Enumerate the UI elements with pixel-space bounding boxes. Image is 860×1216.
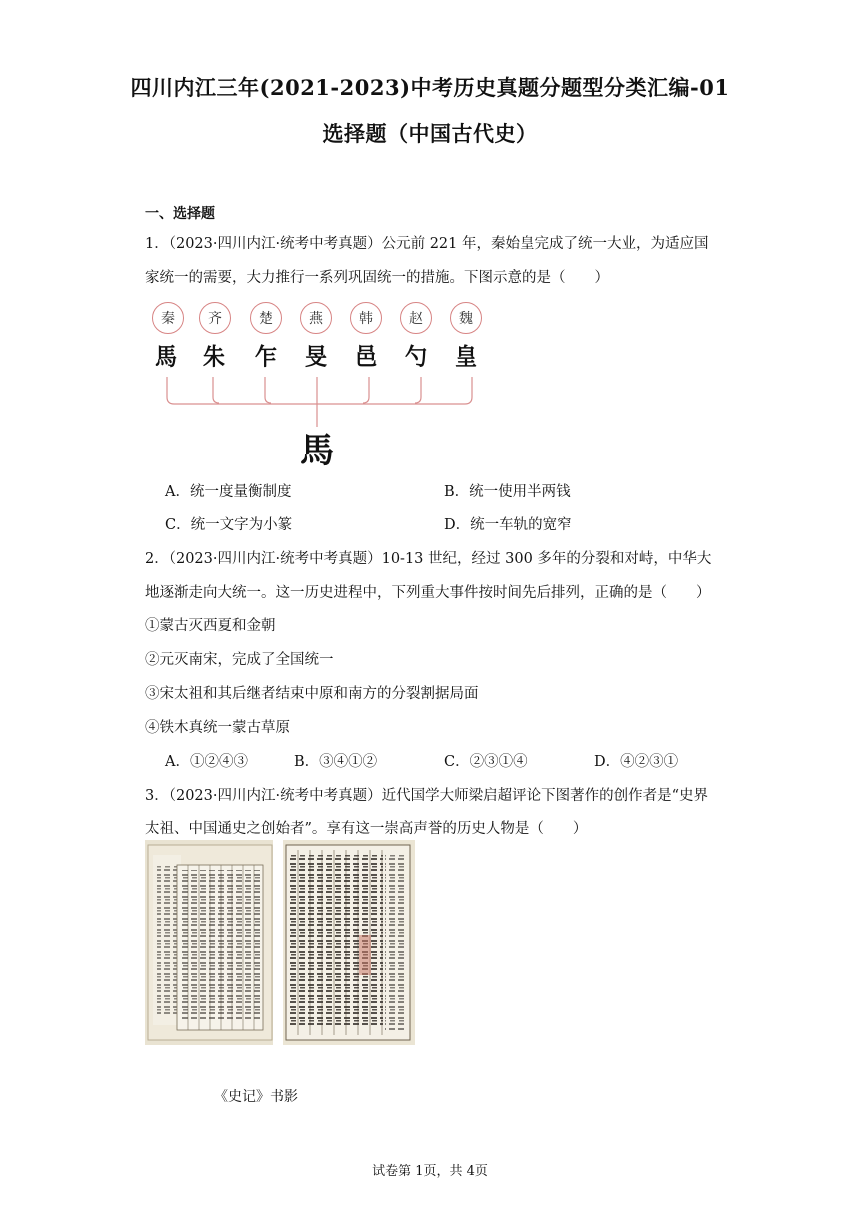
seal-han: 韩 bbox=[350, 302, 382, 334]
q2-option-c[interactable]: C．②③①④ bbox=[444, 754, 528, 770]
document-title-line2: 选择题（中国古代史） bbox=[322, 121, 538, 146]
q2-option-b[interactable]: B．③④①② bbox=[294, 754, 378, 770]
q2-option-d[interactable]: D．④②③① bbox=[594, 754, 679, 770]
document-title-line1: 四川内江三年(2021-2023)中考历史真题分题型分类汇编-01 bbox=[130, 75, 730, 100]
glyph-qin: 馬 bbox=[155, 343, 178, 371]
seal-wei: 魏 bbox=[450, 302, 482, 334]
glyph-wei: 皇 bbox=[455, 343, 478, 371]
glyph-qi: 朱 bbox=[203, 343, 226, 371]
glyph-unified-small-seal: 馬 bbox=[300, 431, 334, 471]
q1-option-b[interactable]: B．统一使用半两钱 bbox=[444, 484, 571, 500]
q2-item-2: ②元灭南宋，完成了全国统一 bbox=[145, 652, 334, 668]
q1-option-d[interactable]: D．统一车轨的宽窄 bbox=[444, 517, 572, 533]
page-footer: 试卷第 1页，共 4页 bbox=[372, 1164, 488, 1179]
glyph-chu: 乍 bbox=[255, 343, 278, 371]
glyph-yan: 旻 bbox=[305, 343, 328, 371]
q3-stem-line2: 太祖、中国通史之创始者”。享有这一崇高声誉的历史人物是（ ） bbox=[145, 821, 588, 837]
seal-qi: 齐 bbox=[199, 302, 231, 334]
seal-zhao: 赵 bbox=[400, 302, 432, 334]
q1-option-a[interactable]: A．统一度量衡制度 bbox=[165, 484, 292, 500]
q2-item-4: ④铁木真统一蒙古草原 bbox=[145, 720, 290, 736]
glyph-zhao: 勺 bbox=[405, 343, 428, 371]
q1-stem-line2: 家统一的需要，大力推行一系列巩固统一的措施。下图示意的是（ ） bbox=[145, 270, 609, 286]
q2-item-1: ①蒙古灭西夏和金朝 bbox=[145, 618, 276, 634]
section-heading: 一、选择题 bbox=[145, 206, 215, 222]
book-caption: 《史记》书影 bbox=[214, 1089, 298, 1105]
q2-item-3: ③宋太祖和其后继者结束中原和南方的分裂割据局面 bbox=[145, 686, 479, 702]
q1-stem-line1: 1．（2023·四川内江·统考中考真题）公元前 221 年，秦始皇完成了统一大业，为适应国 bbox=[145, 236, 709, 252]
glyph-han: 邑 bbox=[355, 343, 378, 371]
seal-yan: 燕 bbox=[300, 302, 332, 334]
q1-option-c[interactable]: C．统一文字为小篆 bbox=[165, 517, 293, 533]
q1-script-figure bbox=[145, 297, 505, 471]
book-pages-illustration bbox=[145, 840, 415, 1045]
shiji-book-image bbox=[145, 840, 415, 1045]
q2-stem-line2: 地逐渐走向大统一。这一历史进程中，下列重大事件按时间先后排列，正确的是（ ） bbox=[145, 585, 711, 601]
q3-stem-line1: 3．（2023·四川内江·统考中考真题）近代国学大师梁启超评论下图著作的创作者是“史界 bbox=[145, 788, 709, 804]
q2-option-a[interactable]: A．①②④③ bbox=[165, 754, 248, 770]
q2-stem-line1: 2．（2023·四川内江·统考中考真题）10-13 世纪，经过 300 多年的分裂和对峙，中华大 bbox=[145, 551, 712, 567]
seal-chu: 楚 bbox=[250, 302, 282, 334]
seal-qin: 秦 bbox=[152, 302, 184, 334]
